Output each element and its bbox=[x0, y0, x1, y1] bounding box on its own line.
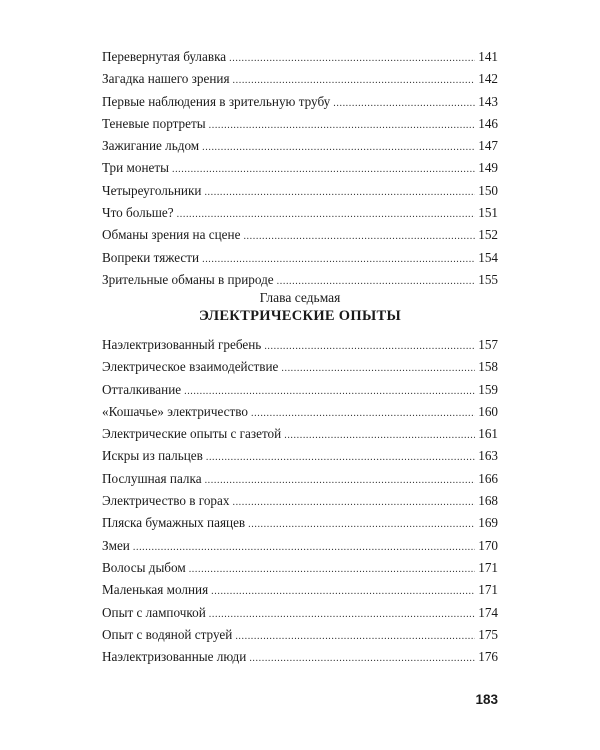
dot-leader bbox=[133, 537, 475, 559]
toc-entry-page: 146 bbox=[478, 115, 498, 131]
toc-entry-title: Вопреки тяжести bbox=[102, 249, 200, 265]
dot-leader bbox=[233, 70, 475, 92]
toc-entry-title: Волосы дыбом bbox=[102, 559, 186, 575]
toc-entry bbox=[102, 557, 498, 579]
toc-entry-page: 151 bbox=[478, 205, 498, 221]
toc-entry-title: Зрительные обманы в природе bbox=[102, 271, 274, 287]
dot-leader bbox=[249, 648, 475, 670]
toc-entry-title: Отталкивание bbox=[102, 381, 182, 397]
dot-leader bbox=[202, 137, 475, 159]
toc-entry-page: 171 bbox=[478, 582, 498, 598]
toc-entry-title: Искры из пальцев bbox=[102, 448, 203, 464]
toc-entry-page: 170 bbox=[478, 537, 498, 553]
toc-entry-page: 155 bbox=[478, 271, 498, 287]
toc-entry-title: Теневые портреты bbox=[102, 115, 206, 131]
toc-entry bbox=[102, 91, 498, 113]
toc-entry bbox=[102, 356, 498, 378]
dot-leader bbox=[209, 604, 475, 626]
toc-entry-title: Зажигание льдом bbox=[102, 138, 200, 154]
dot-leader bbox=[172, 159, 475, 181]
dot-leader bbox=[209, 115, 475, 137]
toc-entry-page: 161 bbox=[478, 426, 498, 442]
toc-entry bbox=[102, 113, 498, 135]
dot-leader bbox=[235, 626, 475, 648]
chapter-label: Глава седьмая bbox=[259, 290, 341, 305]
toc-entry-page: 149 bbox=[478, 160, 498, 176]
dot-leader bbox=[281, 358, 475, 380]
toc-entry bbox=[102, 247, 498, 269]
toc-entry bbox=[102, 157, 498, 179]
dot-leader bbox=[248, 514, 475, 536]
dot-leader bbox=[229, 48, 475, 70]
toc-entry-title: Электрические опыты с газетой bbox=[102, 426, 282, 442]
toc-entry bbox=[102, 202, 498, 224]
toc-entry-title: Наэлектризованные люди bbox=[102, 649, 247, 665]
toc-entry bbox=[102, 334, 498, 356]
toc-entry-page: 152 bbox=[478, 227, 498, 243]
toc-entry-page: 154 bbox=[478, 249, 498, 265]
toc-entry bbox=[102, 490, 498, 512]
toc-entry bbox=[102, 512, 498, 534]
toc-entry bbox=[102, 46, 498, 68]
toc-entry-page: 168 bbox=[478, 493, 498, 509]
toc-entry-page: 171 bbox=[478, 559, 498, 575]
toc-list-bottom bbox=[102, 334, 498, 668]
dot-leader bbox=[211, 581, 475, 603]
toc-entry-title: Что больше? bbox=[102, 205, 174, 221]
toc-entry-title: Четыреугольники bbox=[102, 182, 202, 198]
toc-entry-title: Первые наблюдения в зрительную трубу bbox=[102, 93, 331, 109]
dot-leader bbox=[333, 93, 475, 115]
toc-entry-title: «Кошачье» электричество bbox=[102, 403, 249, 419]
toc-entry-page: 142 bbox=[478, 71, 498, 87]
toc-entry-title: Загадка нашего зрения bbox=[102, 71, 230, 87]
toc-entry-page: 176 bbox=[478, 649, 498, 665]
toc-entry-title: Электрическое взаимодействие bbox=[102, 359, 279, 375]
toc-entry-title: Змеи bbox=[102, 537, 130, 553]
toc-entry bbox=[102, 401, 498, 423]
dot-leader bbox=[184, 381, 475, 403]
dot-leader bbox=[243, 226, 475, 248]
toc-entry bbox=[102, 624, 498, 646]
dot-leader bbox=[232, 492, 475, 514]
dot-leader bbox=[206, 447, 475, 469]
toc-entry bbox=[102, 68, 498, 90]
toc-entry bbox=[102, 579, 498, 601]
toc-entry bbox=[102, 180, 498, 202]
toc-entry-page: 160 bbox=[478, 403, 498, 419]
toc-entry bbox=[102, 602, 498, 624]
toc-entry-page: 159 bbox=[478, 381, 498, 397]
toc-entry bbox=[102, 646, 498, 668]
toc-entry-page: 174 bbox=[478, 604, 498, 620]
dot-leader bbox=[205, 470, 475, 492]
toc-entry-title: Электричество в горах bbox=[102, 493, 230, 509]
toc-entry-page: 141 bbox=[478, 49, 498, 64]
dot-leader bbox=[177, 204, 475, 226]
toc-entry bbox=[102, 135, 498, 157]
chapter-title: ЭЛЕКТРИЧЕСКИЕ ОПЫТЫ bbox=[199, 308, 401, 324]
dot-leader bbox=[204, 182, 475, 204]
toc-entry bbox=[102, 468, 498, 490]
toc-entry bbox=[102, 269, 498, 291]
toc-entry-page: 166 bbox=[478, 470, 498, 486]
toc-entry bbox=[102, 379, 498, 401]
toc-entry-page: 169 bbox=[478, 515, 498, 531]
dot-leader bbox=[202, 249, 475, 271]
toc-entry-title: Три монеты bbox=[102, 160, 169, 176]
dot-leader bbox=[189, 559, 475, 581]
toc-entry-page: 175 bbox=[478, 626, 498, 642]
toc-entry-title: Наэлектризованный гребень bbox=[102, 337, 262, 352]
toc-entry-title: Послушная палка bbox=[102, 470, 202, 486]
toc-entry bbox=[102, 445, 498, 467]
toc-entry-title: Перевернутая булавка bbox=[102, 49, 227, 64]
toc-entry bbox=[102, 224, 498, 246]
toc-entry-title: Пляска бумажных паяцев bbox=[102, 515, 246, 531]
toc-entry-title: Опыт с лампочкой bbox=[102, 604, 206, 620]
toc-entry-page: 143 bbox=[478, 93, 498, 109]
dot-leader bbox=[264, 336, 475, 358]
toc-entry-page: 157 bbox=[478, 337, 498, 352]
dot-leader bbox=[251, 403, 475, 425]
toc-list-top bbox=[102, 46, 498, 291]
dot-leader bbox=[284, 425, 475, 447]
toc-entry-page: 158 bbox=[478, 359, 498, 375]
toc-entry-page: 150 bbox=[478, 182, 498, 198]
toc-entry-title: Обманы зрения на сцене bbox=[102, 227, 241, 243]
toc-entry-page: 163 bbox=[478, 448, 498, 464]
toc-entry bbox=[102, 423, 498, 445]
toc-entry-title: Опыт с водяной струей bbox=[102, 626, 233, 642]
toc-entry bbox=[102, 535, 498, 557]
page-number: 183 bbox=[475, 692, 498, 707]
toc-entry-page: 147 bbox=[478, 138, 498, 154]
toc-entry-title: Маленькая молния bbox=[102, 582, 209, 598]
